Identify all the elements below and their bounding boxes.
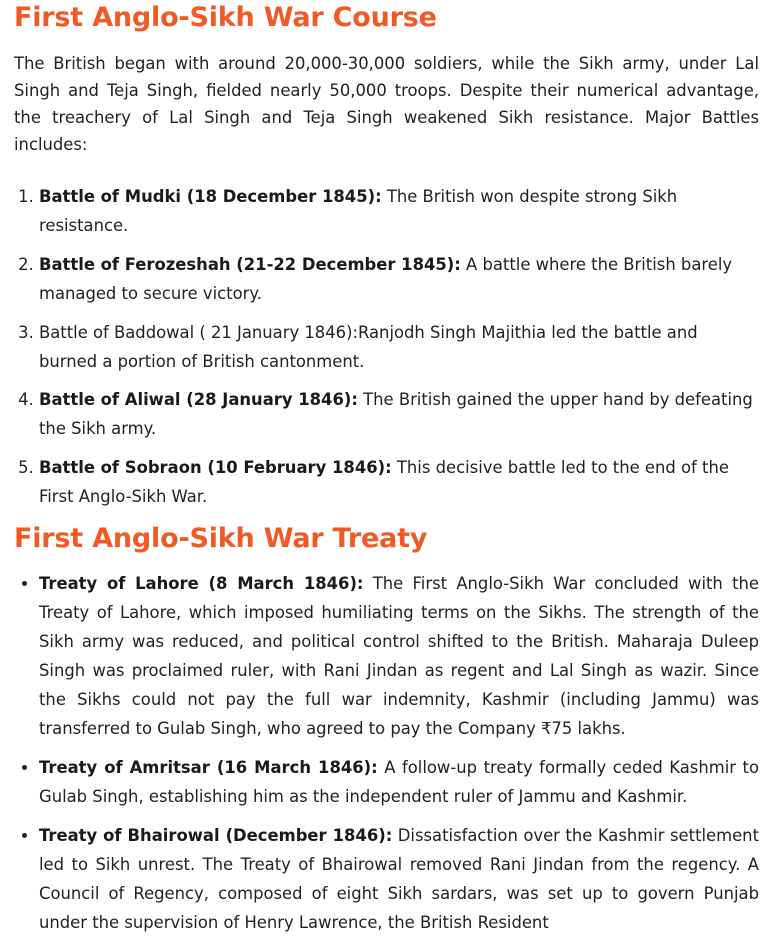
list-item-battle-ferozeshah — [39, 250, 759, 308]
list-item-treaty-amritsar — [39, 753, 759, 811]
treaty-title: Treaty of Amritsar (16 March 1846): — [39, 757, 378, 777]
treaties-list — [14, 569, 759, 937]
list-item-treaty-lahore — [39, 569, 759, 743]
list-item-battle-aliwal — [39, 385, 759, 443]
section-heading-course: First Anglo-Sikh War Course — [14, 2, 437, 33]
treaty-text: Dissatisfaction over the Kashmir settlement led to Sikh unrest. The Treaty of Bhairowal removed Rani Jindan from the regency. A Council of Regency, composed of eight Sikh sardars, was set up to govern Punjab under the supervision of Henry Lawrence, the British Resident — [39, 825, 759, 932]
list-item-battle-sobraon — [39, 453, 759, 511]
battle-text: A battle where the British barely managed to secure victory. — [39, 254, 733, 303]
battle-title: Battle of Aliwal (28 January 1846): — [39, 390, 358, 410]
battle-text: The British won despite strong Sikh resistance. — [39, 187, 678, 235]
battle-text: This decisive battle led to the end of the First Anglo-Sikh War. — [39, 458, 729, 507]
list-item-treaty-bhairowal — [39, 821, 759, 937]
battle-text: The British gained the upper hand by defeating the Sikh army. — [39, 390, 753, 439]
section-heading-treaty: First Anglo-Sikh War Treaty — [14, 522, 428, 554]
battle-text: Battle of Baddowal ( 21 January 1846):Ranjodh Singh Majithia led the battle and burned a portion of British cantonment. — [39, 322, 698, 371]
battle-title: Battle of Mudki (18 December 1845): — [39, 187, 382, 206]
treaty-text: A follow-up treaty formally ceded Kashmir to Gulab Singh, establishing him as the independent ruler of Jammu and Kashmir. — [39, 757, 759, 806]
battles-list — [14, 182, 759, 511]
battle-title: Battle of Ferozeshah (21-22 December 1845): — [39, 254, 461, 274]
list-item-battle-baddowal — [39, 318, 759, 376]
battle-title: Battle of Sobraon (10 February 1846): — [39, 458, 392, 478]
treaty-title: Treaty of Lahore (8 March 1846): — [39, 573, 364, 593]
course-intro-paragraph: The British began with around 20,000-30,000 soldiers, while the Sikh army, under Lal Singh and Teja Singh, fielded nearly 50,000 troops. Despite their numerical advantage, the treachery of Lal Singh and Teja Singh weakened Sikh resistance. Major Battles includes: — [14, 54, 759, 154]
treaty-text: The First Anglo-Sikh War concluded with the Treaty of Lahore, which imposed humiliating terms on the Sikhs. The strength of the Sikh army was reduced, and political control shifted to the British. Maharaja Duleep Singh was proclaimed ruler, with Rani Jindan as regent and Lal Singh as wazir. Since the Sikhs could not pay the full war indemnity, Kashmir (including Jammu) was transferred to Gulab Singh, who agreed to pay the Company ₹75 lakhs. — [39, 573, 759, 738]
list-item-battle-mudki — [39, 182, 759, 240]
treaty-title: Treaty of Bhairowal (December 1846): — [39, 825, 393, 845]
